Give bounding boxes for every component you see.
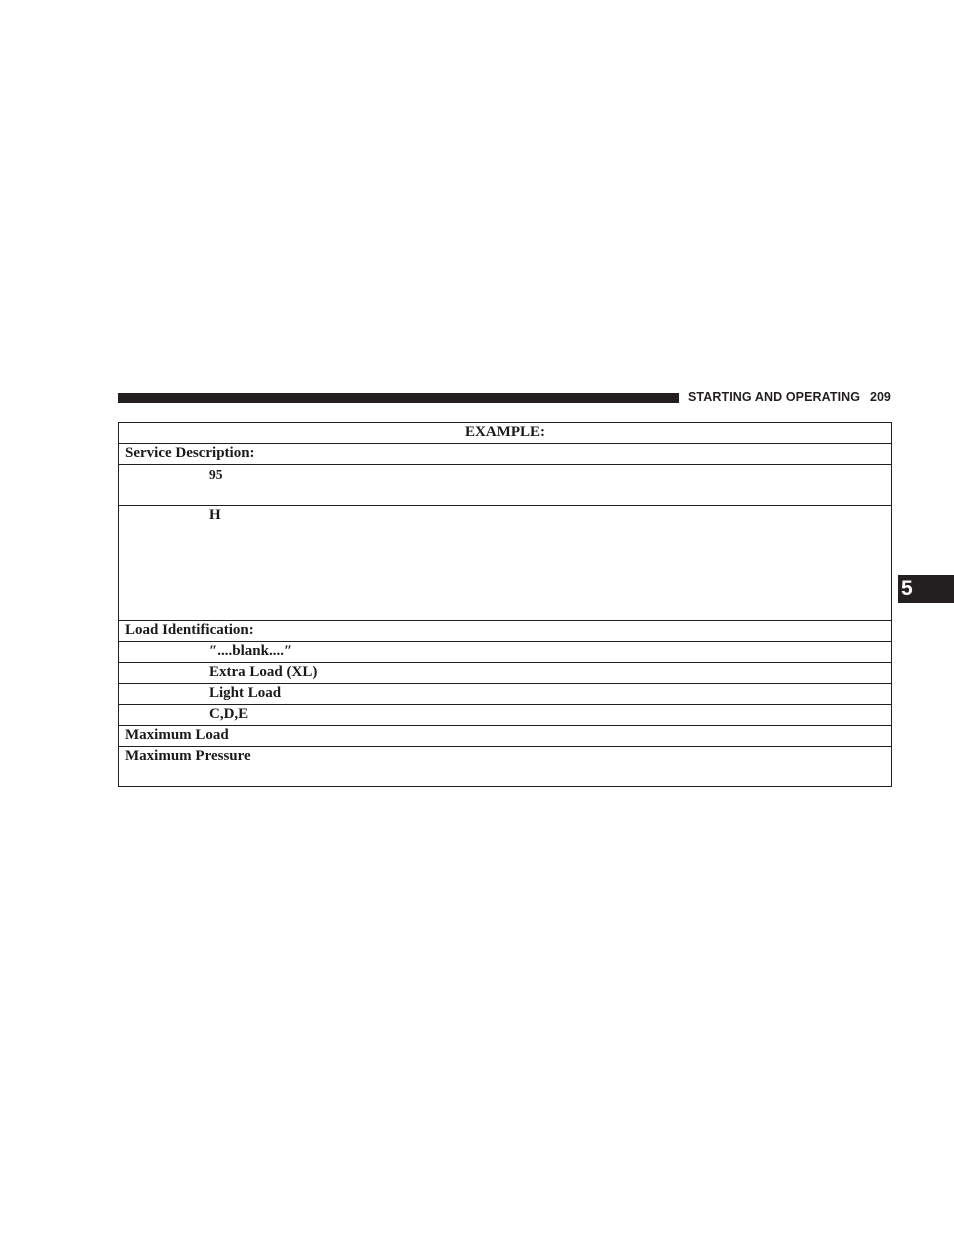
table-row	[119, 465, 892, 506]
table-row	[119, 684, 892, 705]
table-row	[119, 747, 892, 787]
speed-symbol-value: H	[209, 507, 221, 523]
table-row	[119, 642, 892, 663]
table-row	[119, 444, 892, 465]
table-row	[119, 506, 892, 621]
load-id-cde: C,D,E	[209, 706, 249, 722]
header-rule-bar	[118, 393, 679, 403]
maximum-load-label: Maximum Load	[125, 727, 229, 743]
chapter-tab: 5	[898, 575, 954, 603]
table-row	[119, 663, 892, 684]
page-number: 209	[870, 390, 891, 404]
tire-sidewall-example-table	[118, 422, 892, 787]
table-row	[119, 423, 892, 444]
service-description-label: Service Description:	[125, 445, 255, 461]
table-title: EXAMPLE:	[119, 423, 892, 444]
table-row	[119, 621, 892, 642]
load-id-extra-load: Extra Load (XL)	[209, 664, 318, 680]
maximum-pressure-label: Maximum Pressure	[125, 748, 251, 764]
running-header-section: STARTING AND OPERATING	[688, 390, 861, 404]
table-row	[119, 726, 892, 747]
table-row	[119, 705, 892, 726]
load-identification-label: Load Identification:	[125, 622, 254, 638]
load-index-value: 95	[209, 467, 223, 482]
load-id-light-load: Light Load	[209, 685, 282, 701]
load-id-blank: ″....blank....″	[209, 643, 293, 659]
